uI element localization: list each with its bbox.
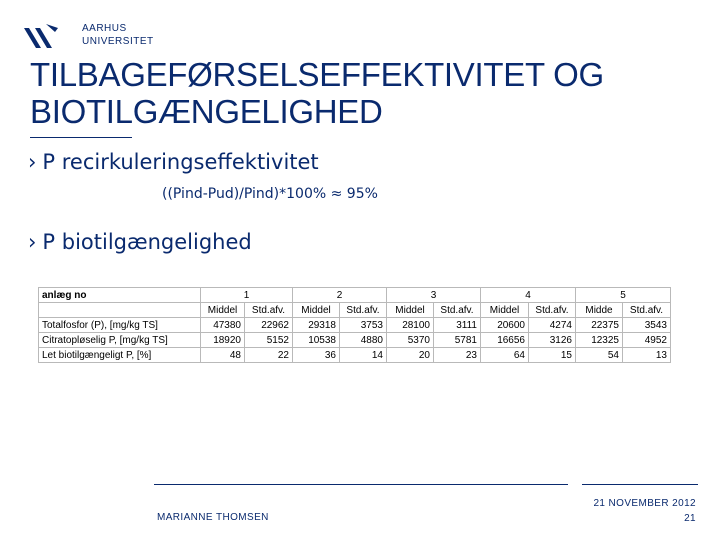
table-cell: 5781 [434, 333, 481, 348]
table-cell: 5152 [245, 333, 293, 348]
row-label: Let biotilgængeligt P, [%] [39, 348, 201, 363]
table-subheader-row [39, 303, 671, 318]
table-subheader: Std.afv. [529, 303, 576, 318]
bullet-bioavailability [28, 230, 252, 254]
table-subheader: Std.afv. [245, 303, 293, 318]
footer-author: MARIANNE THOMSEN [157, 512, 269, 523]
table-subheader: Middel [201, 303, 245, 318]
table-cell: 3126 [529, 333, 576, 348]
bullet-text: P biotilgængelighed [42, 230, 252, 254]
table-row [39, 348, 671, 363]
table-subheader: Middel [387, 303, 434, 318]
table-cell: 20600 [481, 318, 529, 333]
table-subheader: Std.afv. [340, 303, 387, 318]
row-label: Totalfosfor (P), [mg/kg TS] [39, 318, 201, 333]
table-cell: 4880 [340, 333, 387, 348]
table-cell: 20 [387, 348, 434, 363]
footer-info [593, 496, 696, 526]
table-row [39, 333, 671, 348]
row-label: Citratopløselig P, [mg/kg TS] [39, 333, 201, 348]
table-group-1: 1 [201, 288, 293, 303]
logo-line-1: AARHUS [82, 23, 127, 34]
bullet-recirculation [28, 150, 319, 174]
table-cell: 23 [434, 348, 481, 363]
table-cell: 16656 [481, 333, 529, 348]
table-cell: 3543 [623, 318, 671, 333]
table-group-3: 3 [387, 288, 481, 303]
table-cell: 54 [576, 348, 623, 363]
table-cell: 14 [340, 348, 387, 363]
table-corner-label: anlæg no [39, 288, 201, 303]
table-group-5: 5 [576, 288, 671, 303]
table-cell: 18920 [201, 333, 245, 348]
table-cell: 22375 [576, 318, 623, 333]
bullet-text: P recirkuleringseffektivitet [42, 150, 319, 174]
table-cell: 36 [293, 348, 340, 363]
table-subheader: Middel [481, 303, 529, 318]
bullet-marker-icon: › [28, 230, 37, 254]
table-cell: 28100 [387, 318, 434, 333]
title-line-2: BIOTILGÆNGELIGHED [30, 93, 383, 130]
table-cell: 22962 [245, 318, 293, 333]
table-cell: 10538 [293, 333, 340, 348]
table-cell: 3753 [340, 318, 387, 333]
table-subheader: Midde [576, 303, 623, 318]
table-row [39, 318, 671, 333]
table-cell: 4952 [623, 333, 671, 348]
table-subheader: Std.afv. [434, 303, 481, 318]
table-cell: 64 [481, 348, 529, 363]
title-line-1: TILBAGEFØRSELSEFFEKTIVITET OG [30, 56, 604, 93]
table-group-4: 4 [481, 288, 576, 303]
table-group-header-row [39, 288, 671, 303]
footer-rule-left [154, 484, 568, 485]
phosphorus-table [38, 287, 671, 363]
university-logo [22, 20, 152, 54]
footer-rule-right [582, 484, 698, 485]
table-cell [39, 303, 201, 318]
table-cell: 48 [201, 348, 245, 363]
table-subheader: Std.afv. [623, 303, 671, 318]
table-cell: 47380 [201, 318, 245, 333]
title-underline [30, 137, 132, 138]
table-cell: 13 [623, 348, 671, 363]
table-cell: 22 [245, 348, 293, 363]
logo-emblem-icon [22, 22, 60, 50]
table-group-2: 2 [293, 288, 387, 303]
efficiency-formula: ((Pind-Pud)/Pind)*100% ≈ 95% [162, 186, 378, 202]
table-cell: 29318 [293, 318, 340, 333]
table-cell: 12325 [576, 333, 623, 348]
page-number: 21 [684, 513, 696, 524]
table-cell: 5370 [387, 333, 434, 348]
table-cell: 4274 [529, 318, 576, 333]
footer-date: 21 NOVEMBER 2012 [593, 498, 696, 509]
table-cell: 15 [529, 348, 576, 363]
logo-line-2: UNIVERSITET [82, 36, 154, 47]
bullet-marker-icon: › [28, 150, 37, 174]
slide-title [30, 56, 690, 130]
table-subheader: Middel [293, 303, 340, 318]
logo-text [82, 22, 154, 48]
table-cell: 3111 [434, 318, 481, 333]
